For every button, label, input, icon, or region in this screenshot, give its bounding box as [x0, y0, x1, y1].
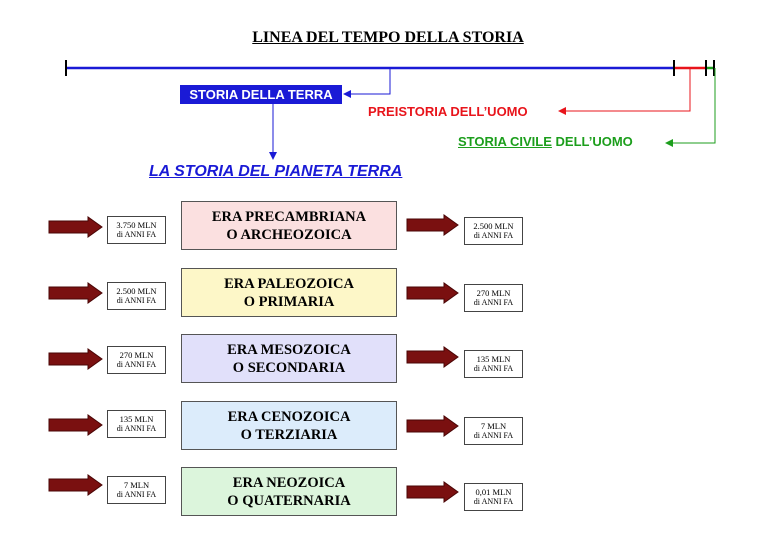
prehistory-label: PREISTORIA DELL’UOMO: [368, 104, 528, 119]
era-4-start-unit: di ANNI FA: [116, 490, 157, 499]
era-1-start-value: 2.500 MLN: [116, 286, 157, 296]
earth-history-label: STORIA DELLA TERRA: [180, 85, 342, 104]
era-1-start-arrow: [49, 283, 102, 303]
era-0-start-value: 3.750 MLN: [116, 220, 157, 230]
era-1-end-arrow: [407, 283, 458, 303]
era-1-alt-name: O PRIMARIA: [243, 293, 335, 310]
era-2-end-date: [464, 350, 523, 378]
era-3-alt-name: O TERZIARIA: [240, 426, 338, 443]
era-1-end-value: 270 MLN: [476, 288, 511, 298]
era-1-end-date: [464, 284, 523, 312]
era-4-start-arrow: [49, 475, 102, 495]
era-3-end-unit: di ANNI FA: [473, 431, 514, 440]
era-4-alt-name: O QUATERNARIA: [227, 492, 351, 509]
era-2-end-unit: di ANNI FA: [473, 364, 514, 373]
era-2-alt-name: O SECONDARIA: [232, 359, 346, 376]
era-1-box: [181, 268, 397, 317]
pianeta-connector-arrowhead: [269, 152, 277, 160]
civil-history-label-rest: DELL’UOMO: [551, 134, 633, 149]
page-title: LINEA DEL TEMPO DELLA STORIA: [252, 29, 524, 46]
era-0-start-date: [107, 216, 166, 244]
era-0-end-value: 2.500 MLN: [473, 221, 514, 231]
era-2-end-arrow: [407, 347, 458, 367]
prehistory-connector-arrowhead: [558, 107, 566, 115]
era-3-start-unit: di ANNI FA: [116, 424, 157, 433]
civil-history-label-underlined: STORIA CIVILE: [458, 134, 552, 149]
era-3-end-arrow: [407, 416, 458, 436]
era-4-end-date: [464, 483, 523, 511]
era-2-end-value: 135 MLN: [476, 354, 511, 364]
era-4-end-arrow: [407, 482, 458, 502]
era-4-name: ERA NEOZOICA: [232, 474, 346, 491]
era-2-start-arrow: [49, 349, 102, 369]
era-2-start-date: [107, 346, 166, 374]
era-0-end-date: [464, 217, 523, 245]
era-3-end-date: [464, 417, 523, 445]
era-3-end-value: 7 MLN: [480, 421, 507, 431]
era-4-start-date: [107, 476, 166, 504]
era-4-start-value: 7 MLN: [123, 480, 150, 490]
earth-connector: [350, 68, 390, 94]
era-2-box: [181, 334, 397, 383]
era-1-end-unit: di ANNI FA: [473, 298, 514, 307]
era-0-alt-name: O ARCHEOZOICA: [226, 226, 352, 243]
era-1-name: ERA PALEOZOICA: [224, 275, 354, 292]
earth-connector-arrowhead: [343, 90, 351, 98]
era-0-name: ERA PRECAMBRIANA: [211, 208, 367, 225]
era-4-end-unit: di ANNI FA: [473, 497, 514, 506]
prehistory-connector: [566, 68, 690, 111]
era-0-end-unit: di ANNI FA: [473, 231, 514, 240]
planet-history-heading: LA STORIA DEL PIANETA TERRA: [149, 163, 403, 180]
era-3-start-arrow: [49, 415, 102, 435]
era-3-name: ERA CENOZOICA: [227, 408, 351, 425]
civil-connector: [673, 68, 715, 143]
era-2-start-value: 270 MLN: [119, 350, 154, 360]
era-0-start-arrow: [49, 217, 102, 237]
era-1-start-unit: di ANNI FA: [116, 296, 157, 305]
civil-connector-arrowhead: [665, 139, 673, 147]
era-0-start-unit: di ANNI FA: [116, 230, 157, 239]
era-4-end-value: 0,01 MLN: [475, 487, 512, 497]
era-2-start-unit: di ANNI FA: [116, 360, 157, 369]
era-3-start-date: [107, 410, 166, 438]
era-1-start-date: [107, 282, 166, 310]
era-0-end-arrow: [407, 215, 458, 235]
era-3-start-value: 135 MLN: [119, 414, 154, 424]
civil-history-label: [458, 134, 633, 149]
era-2-name: ERA MESOZOICA: [227, 341, 351, 358]
era-4-box: [181, 467, 397, 516]
era-0-box: [181, 201, 397, 250]
era-3-box: [181, 401, 397, 450]
